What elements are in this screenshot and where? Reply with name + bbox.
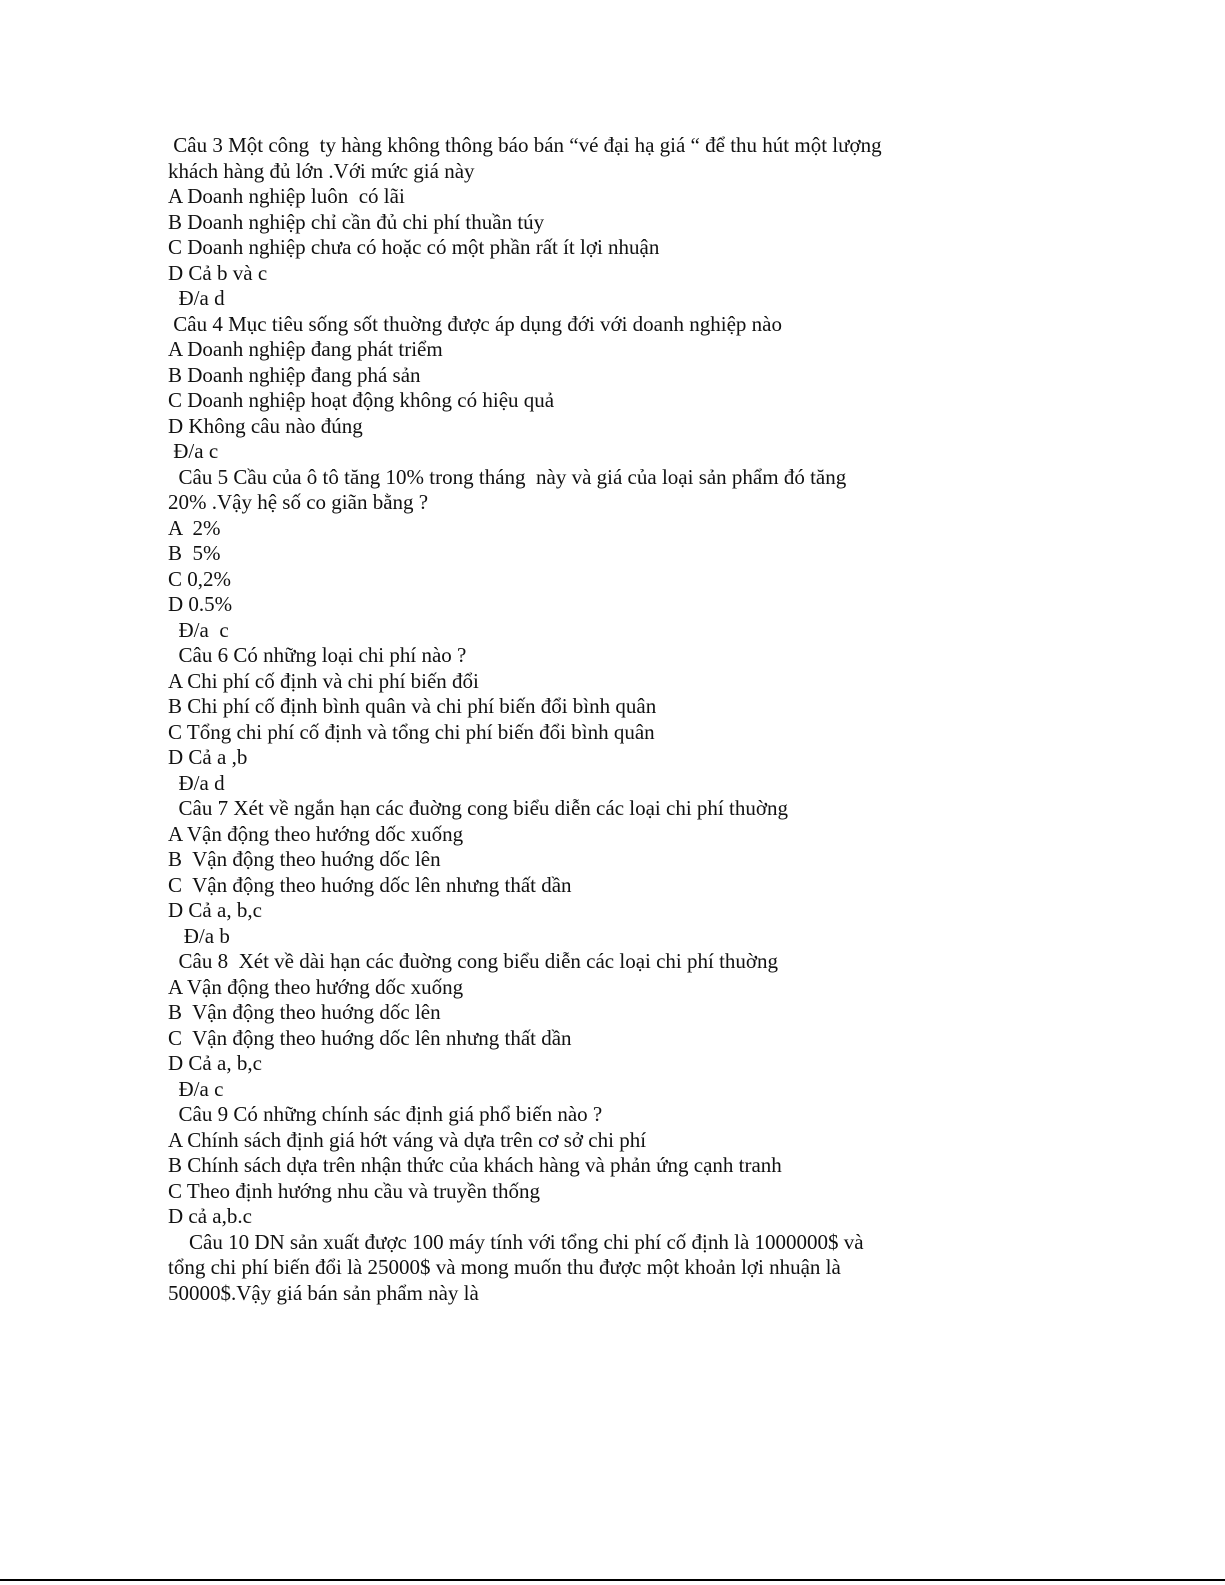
text-line: A 2% bbox=[168, 515, 221, 540]
text-line: B Chi phí cố định bình quân và chi phí biến đổi bình quân bbox=[168, 694, 657, 718]
text-line: Câu 5 Cầu của ô tô tăng 10% trong tháng này và giá của loại sản phẩm đó tăng bbox=[168, 464, 847, 489]
text-line: Câu 8 Xét về dài hạn các đuờng cong biểu diễn các loại chi phí thuờng bbox=[168, 949, 779, 973]
document-body bbox=[168, 133, 968, 1306]
text-line: B 5% bbox=[168, 541, 221, 565]
text-line: D cả a,b.c bbox=[168, 1204, 252, 1228]
text-line: Đ/a b bbox=[168, 923, 230, 948]
text-line: Câu 7 Xét về ngắn hạn các đuờng cong biểu diễn các loại chi phí thuờng bbox=[168, 796, 788, 820]
text-line: D 0.5% bbox=[168, 592, 233, 616]
text-line: B Doanh nghiệp chỉ cần đủ chi phí thuần túy bbox=[168, 209, 545, 234]
text-line: C Theo định hướng nhu cầu và truyền thống bbox=[168, 1178, 541, 1203]
text-line: 50000$.Vậy giá bán sản phẩm này là bbox=[168, 1280, 479, 1305]
text-line: C Tổng chi phí cố định và tổng chi phí biến đổi bình quân bbox=[168, 719, 655, 744]
text-line: Câu 3 Một công ty hàng không thông báo bán “vé đại hạ giá “ để thu hút một lượng bbox=[168, 133, 882, 157]
text-line: C Vận động theo huớng dốc lên nhưng thất dần bbox=[168, 1025, 572, 1050]
text-line: D Cả a ,b bbox=[168, 745, 248, 769]
text-line: B Doanh nghiệp đang phá sản bbox=[168, 362, 421, 387]
text-line: D Không câu nào đúng bbox=[168, 413, 363, 438]
text-line: Đ/a d bbox=[168, 286, 225, 310]
text-line: A Doanh nghiệp luôn có lãi bbox=[168, 184, 405, 208]
text-line: C Doanh nghiệp hoạt động không có hiệu quả bbox=[168, 388, 555, 412]
text-line: A Vận động theo hướng dốc xuống bbox=[168, 821, 464, 846]
text-line: khách hàng đủ lớn .Với mức giá này bbox=[168, 158, 475, 183]
page-bottom-divider bbox=[0, 1579, 1225, 1581]
text-line: Đ/a c bbox=[168, 439, 219, 463]
text-line: B Chính sách dựa trên nhận thức của khách hàng và phản ứng cạnh tranh bbox=[168, 1153, 782, 1177]
text-line: C Doanh nghiệp chưa có hoặc có một phần rất ít lợi nhuận bbox=[168, 235, 660, 259]
text-line: C 0,2% bbox=[168, 566, 231, 591]
text-line: Câu 6 Có những loại chi phí nào ? bbox=[168, 643, 467, 667]
text-line: D Cả a, b,c bbox=[168, 898, 262, 922]
text-line: 20% .Vậy hệ số co giãn bằng ? bbox=[168, 490, 429, 514]
text-line: tổng chi phí biến đổi là 25000$ và mong muốn thu được một khoản lợi nhuận là bbox=[168, 1255, 841, 1279]
text-line: Đ/a c bbox=[168, 1076, 224, 1101]
text-line: Đ/a c bbox=[168, 617, 229, 642]
text-line: A Doanh nghiệp đang phát triểm bbox=[168, 337, 443, 361]
text-line: A Chính sách định giá hớt váng và dựa trên cơ sở chi phí bbox=[168, 1127, 647, 1152]
text-line: B Vận động theo huớng dốc lên bbox=[168, 847, 441, 871]
text-line: Đ/a d bbox=[168, 770, 225, 795]
text-line: D Cả a, b,c bbox=[168, 1051, 262, 1075]
text-line: Câu 4 Mục tiêu sống sốt thuờng được áp dụng đới với doanh nghiệp nào bbox=[168, 311, 782, 336]
text-line: Câu 9 Có những chính sác định giá phổ biến nào ? bbox=[168, 1102, 603, 1126]
text-line: D Cả b và c bbox=[168, 260, 268, 285]
text-line: A Chi phí cố định và chi phí biến đổi bbox=[168, 668, 479, 693]
text-line: Câu 10 DN sản xuất được 100 máy tính với tổng chi phí cố định là 1000000$ và bbox=[168, 1229, 864, 1254]
text-line: A Vận động theo hướng dốc xuống bbox=[168, 974, 464, 999]
text-line: C Vận động theo huớng dốc lên nhưng thất dần bbox=[168, 872, 572, 897]
text-line: B Vận động theo huớng dốc lên bbox=[168, 1000, 441, 1024]
